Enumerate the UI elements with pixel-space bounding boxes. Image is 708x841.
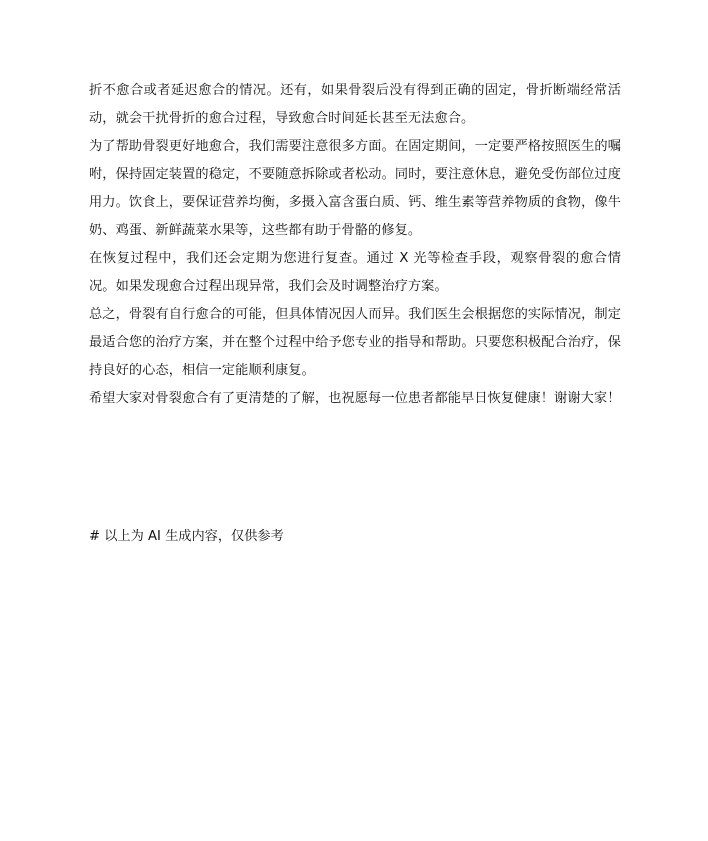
document-body bbox=[89, 77, 621, 413]
paragraph-care-advice: 为了帮助骨裂更好地愈合，我们需要注意很多方面。在固定期间，一定要严格按照医生的嘱咐，保持固定装置的稳定，不要随意拆除或者松动。同时，要注意休息，避免受伤部位过度用力。饮食上，要保证营养均衡，多摄入富含蛋白质、钙、维生素等营养物质的食物，像牛奶、鸡蛋、新鲜蔬菜水果等，这些都有助于骨骼的修复。 bbox=[89, 139, 621, 238]
paragraph-healing-issues: 折不愈合或者延迟愈合的情况。还有，如果骨裂后没有得到正确的固定，骨折断端经常活动，就会干扰骨折的愈合过程，导致愈合时间延长甚至无法愈合。 bbox=[89, 83, 621, 126]
paragraph-summary: 总之，骨裂有自行愈合的可能，但具体情况因人而异。我们医生会根据您的实际情况，制定最适合您的治疗方案，并在整个过程中给予您专业的指导和帮助。只要您积极配合治疗，保持良好的心态，相信一定能顺利康复。 bbox=[89, 307, 621, 378]
ai-disclaimer-note: # 以上为 AI 生成内容，仅供参考 bbox=[89, 529, 284, 544]
paragraph-follow-up: 在恢复过程中，我们还会定期为您进行复查。通过 X 光等检查手段，观察骨裂的愈合情况。如果发现愈合过程出现异常，我们会及时调整治疗方案。 bbox=[89, 251, 621, 294]
paragraph-closing: 希望大家对骨裂愈合有了更清楚的了解，也祝愿每一位患者都能早日恢复健康！谢谢大家！ bbox=[89, 391, 621, 406]
